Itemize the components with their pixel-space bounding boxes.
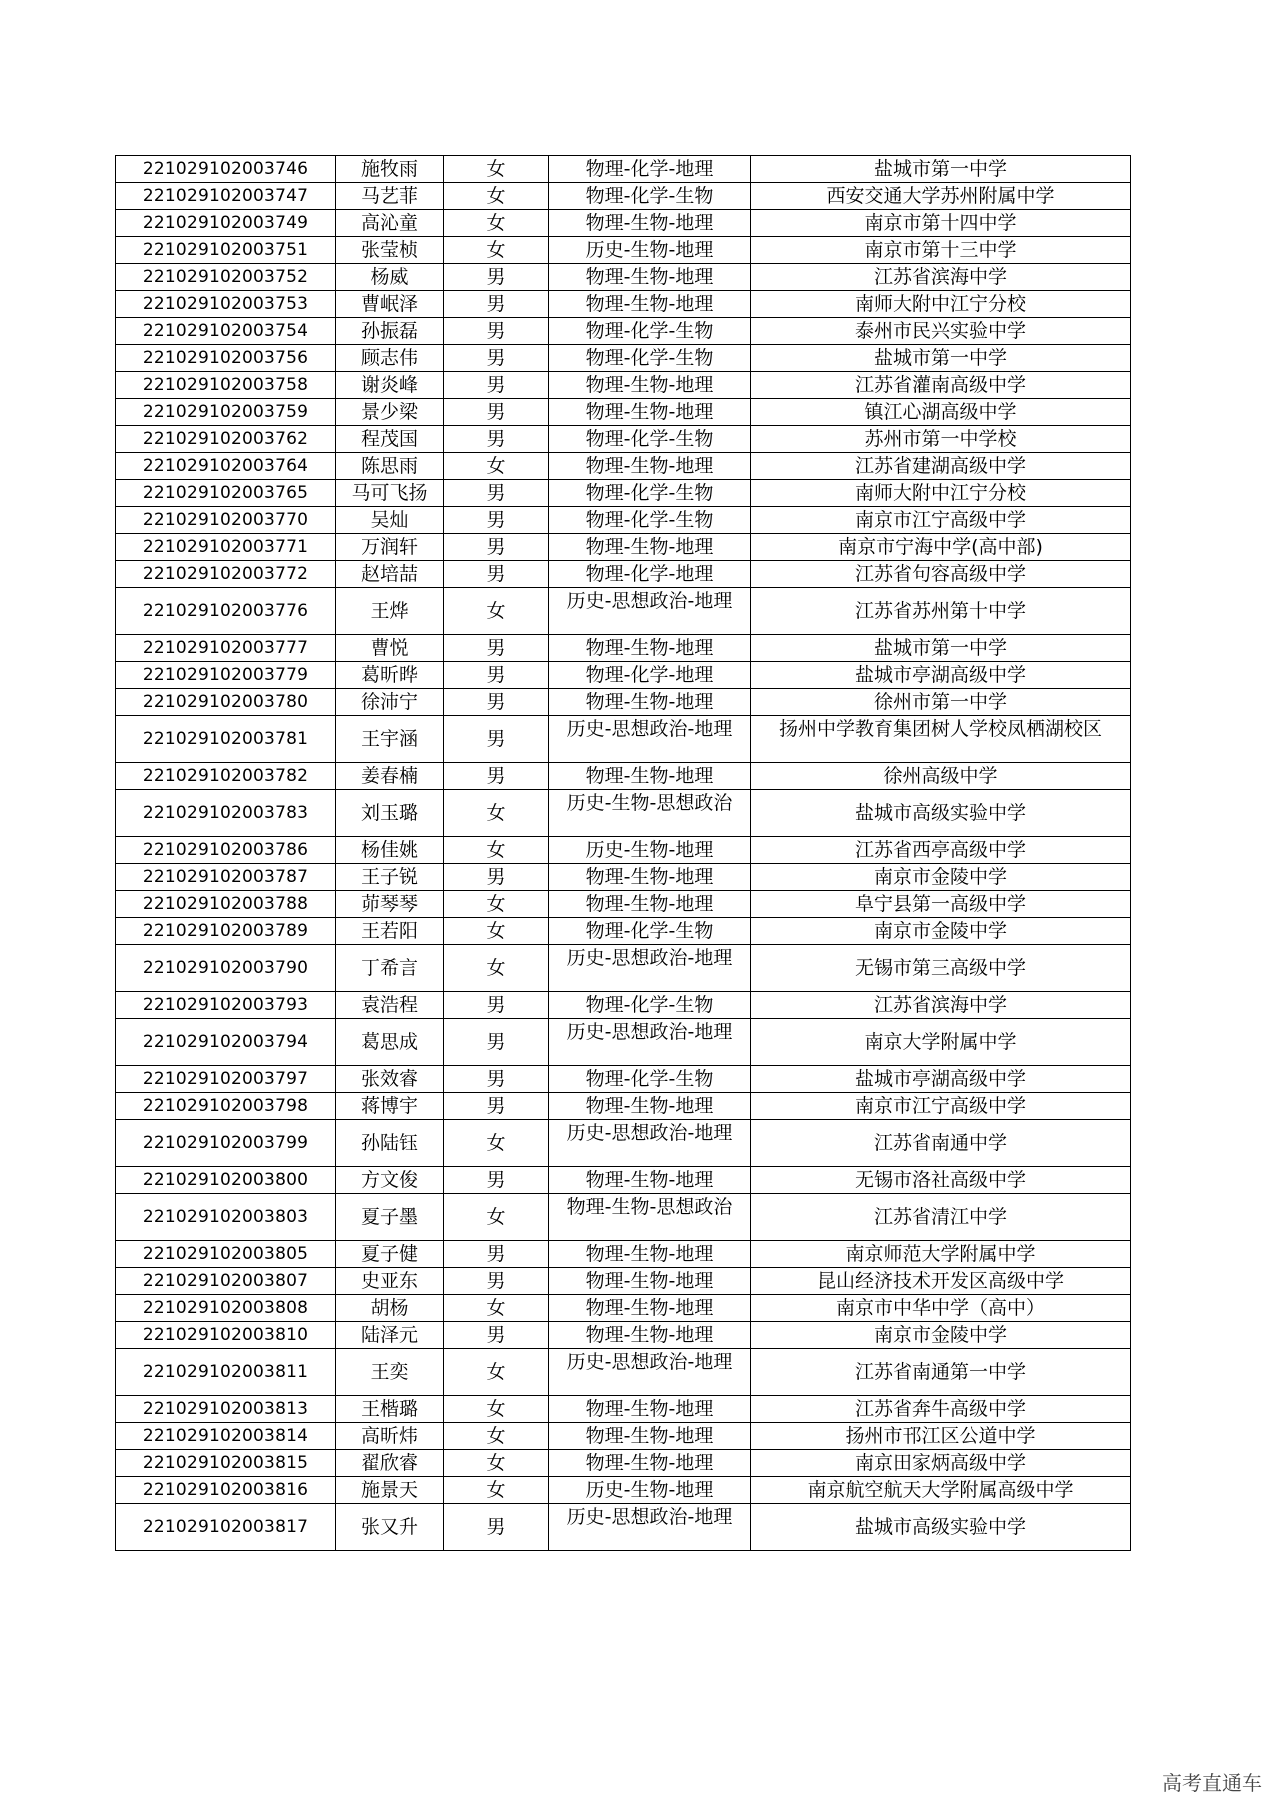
cell-name: 孙振磊 xyxy=(336,318,444,345)
cell-gender: 男 xyxy=(444,1066,549,1093)
cell-school: 江苏省奔牛高级中学 xyxy=(751,1396,1131,1423)
cell-subjects: 物理-化学-生物 xyxy=(549,183,751,210)
table-row xyxy=(116,1194,1131,1241)
cell-subjects: 物理-化学-地理 xyxy=(549,156,751,183)
table-row xyxy=(116,291,1131,318)
table-row xyxy=(116,480,1131,507)
cell-gender: 男 xyxy=(444,1322,549,1349)
cell-gender: 女 xyxy=(444,156,549,183)
cell-name: 曹悦 xyxy=(336,635,444,662)
cell-gender: 男 xyxy=(444,716,549,763)
cell-id: 221029102003751 xyxy=(116,237,336,264)
table-row xyxy=(116,635,1131,662)
cell-name: 丁希言 xyxy=(336,945,444,992)
table-row xyxy=(116,1396,1131,1423)
cell-id: 221029102003797 xyxy=(116,1066,336,1093)
cell-school: 南京市金陵中学 xyxy=(751,1322,1131,1349)
table-row xyxy=(116,156,1131,183)
cell-name: 曹岷泽 xyxy=(336,291,444,318)
cell-subjects: 物理-生物-地理 xyxy=(549,1167,751,1194)
cell-name: 马可飞扬 xyxy=(336,480,444,507)
cell-name: 刘玉璐 xyxy=(336,790,444,837)
cell-subjects: 物理-生物-地理 xyxy=(549,864,751,891)
table-row xyxy=(116,1504,1131,1551)
cell-name: 王若阳 xyxy=(336,918,444,945)
table-row xyxy=(116,716,1131,763)
cell-id: 221029102003813 xyxy=(116,1396,336,1423)
cell-id: 221029102003810 xyxy=(116,1322,336,1349)
cell-gender: 男 xyxy=(444,1019,549,1066)
cell-school: 盐城市高级实验中学 xyxy=(751,1504,1131,1551)
cell-school: 苏州市第一中学校 xyxy=(751,426,1131,453)
cell-id: 221029102003807 xyxy=(116,1268,336,1295)
table-row xyxy=(116,1241,1131,1268)
cell-subjects: 物理-生物-地理 xyxy=(549,1396,751,1423)
cell-subjects: 物理-化学-地理 xyxy=(549,662,751,689)
table-row xyxy=(116,891,1131,918)
cell-subjects: 物理-生物-地理 xyxy=(549,264,751,291)
table-row xyxy=(116,1322,1131,1349)
cell-school: 南京市第十三中学 xyxy=(751,237,1131,264)
cell-name: 徐沛宁 xyxy=(336,689,444,716)
cell-gender: 男 xyxy=(444,763,549,790)
cell-school: 盐城市第一中学 xyxy=(751,156,1131,183)
cell-subjects-text: 历史-思想政治-地理 xyxy=(566,947,733,969)
cell-id: 221029102003786 xyxy=(116,837,336,864)
table-row xyxy=(116,1423,1131,1450)
cell-subjects-text: 历史-思想政治-地理 xyxy=(566,590,733,612)
cell-school xyxy=(751,716,1131,763)
cell-gender: 女 xyxy=(444,1120,549,1167)
cell-gender: 女 xyxy=(444,1349,549,1396)
cell-id: 221029102003780 xyxy=(116,689,336,716)
cell-gender: 男 xyxy=(444,689,549,716)
cell-name: 夏子健 xyxy=(336,1241,444,1268)
cell-gender: 男 xyxy=(444,561,549,588)
cell-name: 高沁童 xyxy=(336,210,444,237)
cell-subjects: 物理-生物-地理 xyxy=(549,534,751,561)
table-row xyxy=(116,1093,1131,1120)
table-row xyxy=(116,507,1131,534)
cell-subjects: 物理-生物-地理 xyxy=(549,1322,751,1349)
cell-name: 蒋博宇 xyxy=(336,1093,444,1120)
cell-subjects xyxy=(549,1019,751,1066)
table-row xyxy=(116,372,1131,399)
cell-id: 221029102003816 xyxy=(116,1477,336,1504)
cell-name: 袁浩程 xyxy=(336,992,444,1019)
cell-gender: 女 xyxy=(444,945,549,992)
cell-gender: 女 xyxy=(444,1477,549,1504)
cell-gender: 男 xyxy=(444,426,549,453)
footer-watermark: 高考直通车 xyxy=(1162,1771,1262,1795)
cell-name: 张又升 xyxy=(336,1504,444,1551)
cell-id: 221029102003756 xyxy=(116,345,336,372)
cell-school: 南京市金陵中学 xyxy=(751,864,1131,891)
cell-subjects: 历史-生物-地理 xyxy=(549,237,751,264)
cell-school: 南京市第十四中学 xyxy=(751,210,1131,237)
cell-gender: 男 xyxy=(444,662,549,689)
cell-id: 221029102003803 xyxy=(116,1194,336,1241)
cell-gender: 男 xyxy=(444,507,549,534)
cell-school: 盐城市亭湖高级中学 xyxy=(751,1066,1131,1093)
cell-gender: 男 xyxy=(444,864,549,891)
cell-id: 221029102003814 xyxy=(116,1423,336,1450)
cell-id: 221029102003805 xyxy=(116,1241,336,1268)
cell-name: 王奕 xyxy=(336,1349,444,1396)
cell-name: 姜春楠 xyxy=(336,763,444,790)
cell-gender: 男 xyxy=(444,534,549,561)
table-row xyxy=(116,183,1131,210)
cell-school: 南京田家炳高级中学 xyxy=(751,1450,1131,1477)
table-row xyxy=(116,837,1131,864)
cell-gender: 男 xyxy=(444,1504,549,1551)
cell-gender: 女 xyxy=(444,1295,549,1322)
cell-name: 方文俊 xyxy=(336,1167,444,1194)
cell-name: 茆琴琴 xyxy=(336,891,444,918)
cell-subjects: 物理-化学-地理 xyxy=(549,561,751,588)
cell-school: 江苏省灌南高级中学 xyxy=(751,372,1131,399)
table-row xyxy=(116,426,1131,453)
cell-subjects xyxy=(549,1349,751,1396)
cell-id: 221029102003794 xyxy=(116,1019,336,1066)
cell-name: 孙陆钰 xyxy=(336,1120,444,1167)
cell-subjects-text: 历史-思想政治-地理 xyxy=(566,1021,733,1043)
cell-id: 221029102003759 xyxy=(116,399,336,426)
cell-id: 221029102003808 xyxy=(116,1295,336,1322)
cell-gender: 男 xyxy=(444,291,549,318)
cell-school: 江苏省西亭高级中学 xyxy=(751,837,1131,864)
cell-subjects: 物理-生物-地理 xyxy=(549,1450,751,1477)
table-row xyxy=(116,588,1131,635)
table-row xyxy=(116,790,1131,837)
cell-gender: 男 xyxy=(444,480,549,507)
cell-subjects: 物理-生物-地理 xyxy=(549,891,751,918)
table-row xyxy=(116,1019,1131,1066)
cell-gender: 男 xyxy=(444,345,549,372)
cell-name: 程茂国 xyxy=(336,426,444,453)
cell-subjects: 物理-化学-生物 xyxy=(549,507,751,534)
cell-school: 无锡市第三高级中学 xyxy=(751,945,1131,992)
cell-subjects: 物理-化学-生物 xyxy=(549,918,751,945)
cell-subjects: 物理-生物-地理 xyxy=(549,372,751,399)
cell-name: 谢炎峰 xyxy=(336,372,444,399)
cell-name: 施牧雨 xyxy=(336,156,444,183)
cell-gender: 女 xyxy=(444,183,549,210)
table-row xyxy=(116,1295,1131,1322)
cell-gender: 女 xyxy=(444,1194,549,1241)
cell-id: 221029102003798 xyxy=(116,1093,336,1120)
cell-id: 221029102003764 xyxy=(116,453,336,480)
cell-id: 221029102003762 xyxy=(116,426,336,453)
cell-subjects xyxy=(549,588,751,635)
cell-school: 镇江心湖高级中学 xyxy=(751,399,1131,426)
cell-school: 江苏省建湖高级中学 xyxy=(751,453,1131,480)
roster-body xyxy=(116,156,1131,1551)
cell-subjects: 物理-生物-地理 xyxy=(549,453,751,480)
table-row xyxy=(116,534,1131,561)
cell-gender: 男 xyxy=(444,372,549,399)
cell-gender: 女 xyxy=(444,1450,549,1477)
cell-school: 徐州市第一中学 xyxy=(751,689,1131,716)
cell-school: 南京市中华中学（高中） xyxy=(751,1295,1131,1322)
cell-id: 221029102003765 xyxy=(116,480,336,507)
cell-name: 张莹桢 xyxy=(336,237,444,264)
cell-id: 221029102003781 xyxy=(116,716,336,763)
cell-school: 南师大附中江宁分校 xyxy=(751,291,1131,318)
cell-gender: 女 xyxy=(444,790,549,837)
cell-name: 夏子墨 xyxy=(336,1194,444,1241)
cell-school-text: 扬州中学教育集团树人学校凤栖湖校区 xyxy=(778,718,1102,740)
cell-school: 南京市江宁高级中学 xyxy=(751,507,1131,534)
cell-name: 陆泽元 xyxy=(336,1322,444,1349)
cell-gender: 男 xyxy=(444,399,549,426)
cell-gender: 男 xyxy=(444,1241,549,1268)
cell-subjects: 物理-生物-地理 xyxy=(549,1268,751,1295)
cell-school: 江苏省清江中学 xyxy=(751,1194,1131,1241)
cell-id: 221029102003811 xyxy=(116,1349,336,1396)
cell-subjects: 物理-生物-地理 xyxy=(549,1241,751,1268)
cell-school: 盐城市第一中学 xyxy=(751,635,1131,662)
cell-subjects-text: 历史-生物-思想政治 xyxy=(566,792,733,814)
cell-name: 景少梁 xyxy=(336,399,444,426)
cell-id: 221029102003771 xyxy=(116,534,336,561)
table-row xyxy=(116,453,1131,480)
cell-school: 盐城市第一中学 xyxy=(751,345,1131,372)
table-row xyxy=(116,561,1131,588)
cell-subjects-text: 历史-思想政治-地理 xyxy=(566,1351,733,1373)
cell-gender: 女 xyxy=(444,1396,549,1423)
table-row xyxy=(116,1349,1131,1396)
cell-school: 扬州市邗江区公道中学 xyxy=(751,1423,1131,1450)
cell-gender: 男 xyxy=(444,1268,549,1295)
cell-gender: 女 xyxy=(444,837,549,864)
cell-name: 史亚东 xyxy=(336,1268,444,1295)
table-row xyxy=(116,689,1131,716)
table-row xyxy=(116,345,1131,372)
cell-school: 江苏省滨海中学 xyxy=(751,264,1131,291)
cell-school: 盐城市亭湖高级中学 xyxy=(751,662,1131,689)
table-row xyxy=(116,945,1131,992)
cell-subjects xyxy=(549,1504,751,1551)
cell-subjects: 物理-生物-地理 xyxy=(549,210,751,237)
cell-id: 221029102003749 xyxy=(116,210,336,237)
cell-subjects: 历史-生物-地理 xyxy=(549,1477,751,1504)
cell-school: 南师大附中江宁分校 xyxy=(751,480,1131,507)
cell-school: 徐州高级中学 xyxy=(751,763,1131,790)
cell-subjects-text: 历史-思想政治-地理 xyxy=(566,1506,733,1528)
table-row xyxy=(116,1450,1131,1477)
cell-id: 221029102003788 xyxy=(116,891,336,918)
cell-school: 江苏省滨海中学 xyxy=(751,992,1131,1019)
cell-subjects: 物理-化学-生物 xyxy=(549,992,751,1019)
table-row xyxy=(116,1066,1131,1093)
cell-school: 南京师范大学附属中学 xyxy=(751,1241,1131,1268)
student-roster-table xyxy=(115,155,1131,1551)
cell-gender: 男 xyxy=(444,264,549,291)
cell-school: 南京市江宁高级中学 xyxy=(751,1093,1131,1120)
cell-id: 221029102003777 xyxy=(116,635,336,662)
table-row xyxy=(116,1268,1131,1295)
cell-name: 杨佳姚 xyxy=(336,837,444,864)
cell-subjects: 历史-生物-地理 xyxy=(549,837,751,864)
cell-id: 221029102003789 xyxy=(116,918,336,945)
cell-name: 杨威 xyxy=(336,264,444,291)
cell-subjects xyxy=(549,716,751,763)
table-row xyxy=(116,918,1131,945)
cell-subjects: 物理-化学-生物 xyxy=(549,426,751,453)
cell-gender: 男 xyxy=(444,318,549,345)
cell-id: 221029102003793 xyxy=(116,992,336,1019)
cell-id: 221029102003800 xyxy=(116,1167,336,1194)
cell-name: 万润轩 xyxy=(336,534,444,561)
cell-id: 221029102003799 xyxy=(116,1120,336,1167)
table-row xyxy=(116,318,1131,345)
cell-id: 221029102003783 xyxy=(116,790,336,837)
cell-name: 王宇涵 xyxy=(336,716,444,763)
table-row xyxy=(116,210,1131,237)
cell-id: 221029102003790 xyxy=(116,945,336,992)
cell-name: 王子锐 xyxy=(336,864,444,891)
cell-gender: 女 xyxy=(444,210,549,237)
cell-school: 昆山经济技术开发区高级中学 xyxy=(751,1268,1131,1295)
cell-id: 221029102003782 xyxy=(116,763,336,790)
table-row xyxy=(116,864,1131,891)
table-row xyxy=(116,1167,1131,1194)
cell-id: 221029102003747 xyxy=(116,183,336,210)
cell-name: 胡杨 xyxy=(336,1295,444,1322)
cell-subjects-text: 历史-思想政治-地理 xyxy=(566,1122,733,1144)
table-row xyxy=(116,1477,1131,1504)
cell-name: 王烨 xyxy=(336,588,444,635)
table-row xyxy=(116,264,1131,291)
cell-subjects: 物理-化学-生物 xyxy=(549,1066,751,1093)
cell-id: 221029102003754 xyxy=(116,318,336,345)
cell-subjects-text: 物理-生物-思想政治 xyxy=(566,1196,733,1218)
cell-subjects: 物理-生物-地理 xyxy=(549,635,751,662)
cell-subjects: 物理-生物-地理 xyxy=(549,763,751,790)
cell-name: 施景天 xyxy=(336,1477,444,1504)
cell-id: 221029102003758 xyxy=(116,372,336,399)
cell-subjects: 物理-化学-生物 xyxy=(549,480,751,507)
cell-school: 江苏省苏州第十中学 xyxy=(751,588,1131,635)
cell-name: 葛昕晔 xyxy=(336,662,444,689)
cell-subjects: 物理-生物-地理 xyxy=(549,291,751,318)
table-row xyxy=(116,992,1131,1019)
cell-id: 221029102003770 xyxy=(116,507,336,534)
cell-id: 221029102003772 xyxy=(116,561,336,588)
cell-id: 221029102003753 xyxy=(116,291,336,318)
cell-school: 南京市宁海中学(高中部) xyxy=(751,534,1131,561)
cell-subjects-text: 历史-思想政治-地理 xyxy=(566,718,733,740)
cell-gender: 女 xyxy=(444,237,549,264)
cell-subjects: 物理-生物-地理 xyxy=(549,399,751,426)
cell-gender: 女 xyxy=(444,918,549,945)
cell-subjects xyxy=(549,945,751,992)
cell-id: 221029102003787 xyxy=(116,864,336,891)
cell-school: 南京航空航天大学附属高级中学 xyxy=(751,1477,1131,1504)
cell-gender: 男 xyxy=(444,635,549,662)
cell-id: 221029102003817 xyxy=(116,1504,336,1551)
cell-school: 阜宁县第一高级中学 xyxy=(751,891,1131,918)
cell-school: 西安交通大学苏州附属中学 xyxy=(751,183,1131,210)
cell-subjects: 物理-生物-地理 xyxy=(549,1093,751,1120)
table-row xyxy=(116,237,1131,264)
table-row xyxy=(116,662,1131,689)
cell-school: 盐城市高级实验中学 xyxy=(751,790,1131,837)
cell-name: 张效睿 xyxy=(336,1066,444,1093)
cell-name: 葛思成 xyxy=(336,1019,444,1066)
cell-school: 江苏省南通第一中学 xyxy=(751,1349,1131,1396)
cell-subjects: 物理-生物-地理 xyxy=(549,1295,751,1322)
table-row xyxy=(116,399,1131,426)
table-row xyxy=(116,763,1131,790)
cell-subjects: 物理-化学-生物 xyxy=(549,345,751,372)
cell-school: 无锡市洛社高级中学 xyxy=(751,1167,1131,1194)
cell-gender: 女 xyxy=(444,1423,549,1450)
cell-school: 江苏省南通中学 xyxy=(751,1120,1131,1167)
table-row xyxy=(116,1120,1131,1167)
cell-subjects xyxy=(549,790,751,837)
cell-name: 翟欣睿 xyxy=(336,1450,444,1477)
cell-name: 陈思雨 xyxy=(336,453,444,480)
cell-gender: 女 xyxy=(444,588,549,635)
cell-gender: 女 xyxy=(444,453,549,480)
cell-subjects: 物理-生物-地理 xyxy=(549,689,751,716)
cell-school: 泰州市民兴实验中学 xyxy=(751,318,1131,345)
cell-name: 赵培喆 xyxy=(336,561,444,588)
cell-id: 221029102003779 xyxy=(116,662,336,689)
cell-id: 221029102003815 xyxy=(116,1450,336,1477)
cell-subjects xyxy=(549,1194,751,1241)
cell-subjects: 物理-化学-生物 xyxy=(549,318,751,345)
cell-name: 吴灿 xyxy=(336,507,444,534)
cell-name: 高昕炜 xyxy=(336,1423,444,1450)
cell-name: 顾志伟 xyxy=(336,345,444,372)
cell-subjects: 物理-生物-地理 xyxy=(549,1423,751,1450)
cell-school: 江苏省句容高级中学 xyxy=(751,561,1131,588)
cell-school: 南京市金陵中学 xyxy=(751,918,1131,945)
cell-id: 221029102003776 xyxy=(116,588,336,635)
cell-subjects xyxy=(549,1120,751,1167)
cell-gender: 女 xyxy=(444,891,549,918)
cell-gender: 男 xyxy=(444,1093,549,1120)
cell-school: 南京大学附属中学 xyxy=(751,1019,1131,1066)
cell-id: 221029102003752 xyxy=(116,264,336,291)
cell-name: 王楷璐 xyxy=(336,1396,444,1423)
cell-id: 221029102003746 xyxy=(116,156,336,183)
cell-gender: 男 xyxy=(444,992,549,1019)
cell-name: 马艺菲 xyxy=(336,183,444,210)
cell-gender: 男 xyxy=(444,1167,549,1194)
